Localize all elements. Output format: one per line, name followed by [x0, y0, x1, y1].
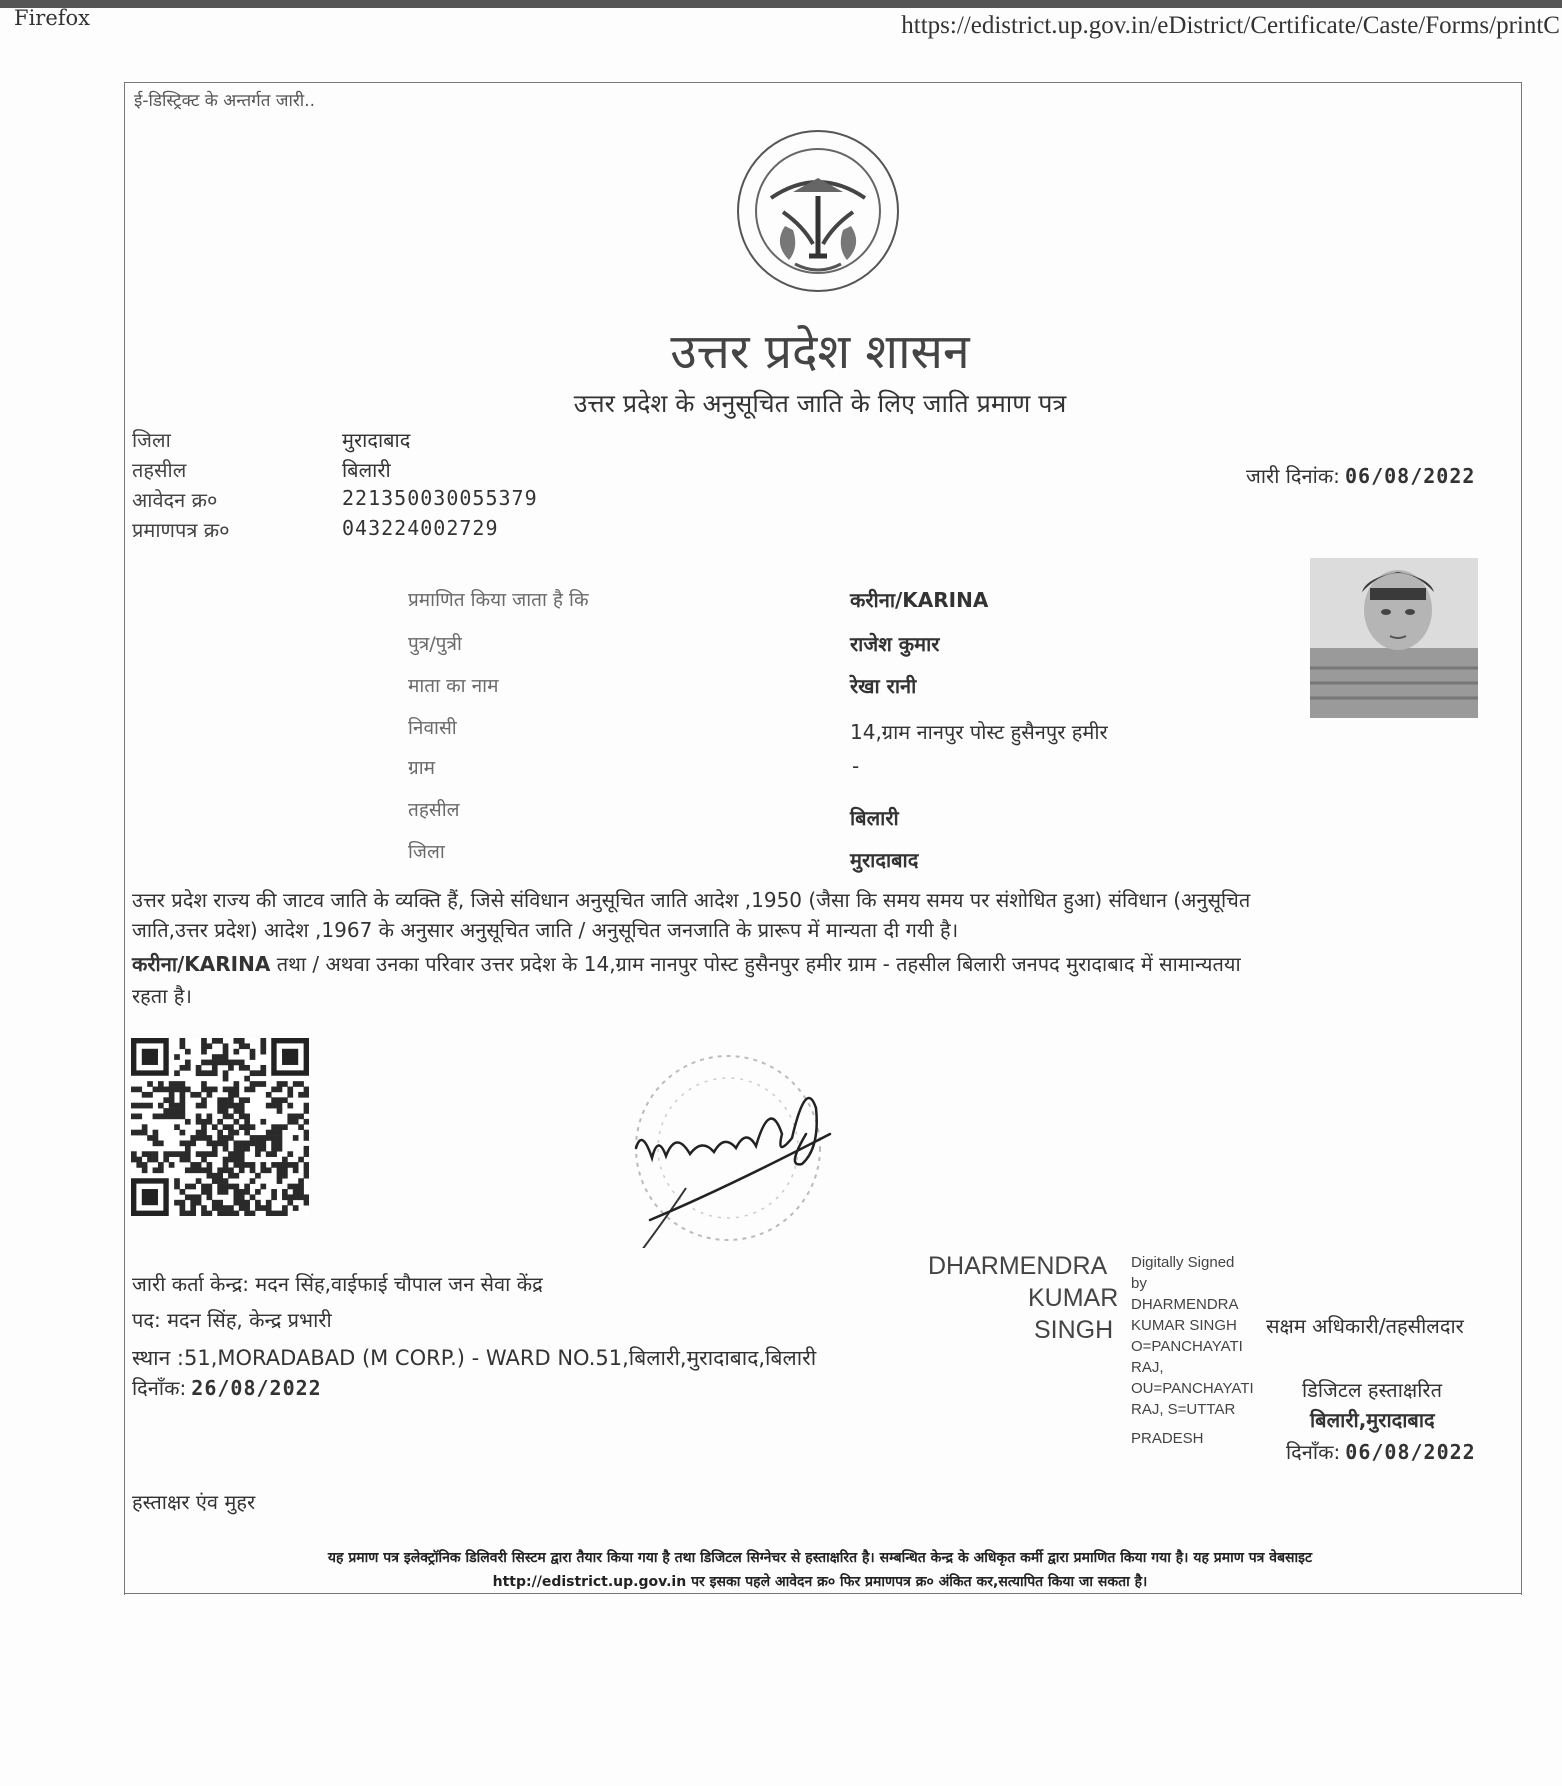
center-date [132, 1374, 322, 1401]
holder-name-value: करीना/KARINA [850, 588, 989, 612]
son-daughter-of-label: पुत्र/पुत्री [408, 633, 462, 655]
detail-tehsil-label: तहसील [408, 799, 460, 821]
tehsil-value: बिलारी [342, 458, 391, 482]
district-label: जिला [132, 428, 171, 452]
issuing-center: जारी कर्ता केन्द्र: मदन सिंह,वाईफाई चौपाल जन सेवा केंद्र [132, 1272, 543, 1296]
applicant-photo [1310, 558, 1478, 718]
digital-line [1131, 1420, 1254, 1428]
tehsil-label: तहसील [132, 458, 187, 482]
digital-line: Digitally Signed [1131, 1254, 1235, 1271]
digital-line: DHARMENDRA [1131, 1296, 1239, 1313]
signer-name-line-1: DHARMENDRA [928, 1252, 1108, 1280]
verification-qr-code [131, 1038, 309, 1216]
signature-and-seal-label: हस्ताक्षर एंव मुहर [132, 1490, 256, 1514]
office-date-label: दिनाँक: [1286, 1440, 1341, 1464]
certificate-number-label: प्रमाणपत्र क्र० [132, 518, 230, 542]
digital-line: RAJ, [1131, 1359, 1164, 1376]
certified-that-label: प्रमाणित किया जाता है कि [408, 589, 589, 611]
center-date-label: दिनाँक: [132, 1376, 187, 1400]
digital-line: by [1131, 1275, 1147, 1292]
page-url[interactable]: https://edistrict.up.gov.in/eDistrict/Certificate/Caste/Forms/printC [901, 12, 1560, 39]
detail-district-value: मुरादाबाद [850, 848, 919, 872]
footer-line-1: यह प्रमाण पत्र इलेक्ट्रॉनिक डिलिवरी सिस्टम द्वारा तैयार किया गया है तथा डिजिटल सिग्नेचर से हस्ताक्षरित है। सम्बन्धित केन्द्र के अधिकृत कर्मी द्वारा प्रमाणित किया गया है। यह प्रमाण पत्र वेबसाइट [327, 1550, 1313, 1566]
caste-paragraph-line-2: जाति,उत्तर प्रदेश) आदेश ,1967 के अनुसार अनुसूचित जाति / अनुसूचित जनजाति के प्रारूप में मान्यता दी गयी है। [132, 918, 959, 942]
certificate-bottom-border [124, 1593, 1521, 1594]
application-number-label: आवेदन क्र० [132, 488, 218, 512]
village-value: - [852, 754, 860, 778]
government-title: उत्तर प्रदेश शासन [670, 324, 970, 380]
issuing-post: पद: मदन सिंह, केन्द्र प्रभारी [132, 1308, 332, 1332]
digital-line: KUMAR SINGH [1131, 1317, 1237, 1334]
office-place: बिलारी,मुरादाबाद [1310, 1408, 1435, 1432]
digitally-signed-label: डिजिटल हस्ताक्षरित [1302, 1378, 1442, 1402]
certificate-subtitle: उत्तर प्रदेश के अनुसूचित जाति के लिए जाति प्रमाण पत्र [573, 389, 1067, 418]
issued-under-text: ई-डिस्ट्रिक्ट के अन्तर्गत जारी.. [134, 91, 316, 111]
browser-top-bar [0, 0, 1562, 8]
village-label: ग्राम [408, 757, 435, 779]
signer-name-line-2: KUMAR [1028, 1284, 1119, 1312]
caste-paragraph-line-1: उत्तर प्रदेश राज्य की जाटव जाति के व्यक्ति हैं, जिसे संविधान अनुसूचित जाति आदेश ,1950 (जैसा कि समय समय पर संशोधित हुआ) संविधान (अनुसूचित [132, 888, 1251, 912]
office-date [1286, 1438, 1476, 1465]
center-date-value: 26/08/2022 [191, 1376, 322, 1400]
mother-name-label: माता का नाम [408, 675, 499, 697]
detail-tehsil-value: बिलारी [850, 806, 899, 830]
digital-signature-details [1131, 1252, 1254, 1449]
resident-label: निवासी [408, 717, 457, 739]
digital-line: OU=PANCHAYATI [1131, 1380, 1254, 1397]
footer-line-2: http://edistrict.up.gov.in पर इसका पहले आवेदन क्र० फिर प्रमाणपत्र क्र० अंकित कर,सत्यापित किया जा सकता है। [492, 1574, 1148, 1590]
digital-line: RAJ, S=UTTAR [1131, 1401, 1236, 1418]
detail-district-label: जिला [408, 841, 445, 863]
competent-authority: सक्षम अधिकारी/तहसीलदार [1266, 1314, 1464, 1338]
browser-name: Firefox [14, 6, 91, 30]
issue-date [1246, 462, 1475, 489]
center-seal-signature [606, 1038, 856, 1248]
certificate-number-value: 043224002729 [342, 516, 499, 540]
issuing-place: स्थान :51,MORADABAD (M CORP.) - WARD NO.51,बिलारी,मुरादाबाद,बिलारी [132, 1346, 817, 1370]
father-name-value: राजेश कुमार [850, 632, 940, 656]
resident-value: 14,ग्राम नानपुर पोस्ट हुसैनपुर हमीर [850, 720, 1108, 744]
residence-paragraph-line-1 [132, 948, 1241, 980]
district-value: मुरादाबाद [342, 428, 411, 452]
up-government-emblem [733, 126, 903, 296]
residence-paragraph-line-2: रहता है। [132, 984, 192, 1008]
application-number-value: 221350030055379 [342, 486, 538, 510]
residence-holder-name: करीना/KARINA [132, 952, 271, 976]
signer-name-line-3: SINGH [1034, 1316, 1114, 1344]
issue-date-value: 06/08/2022 [1345, 464, 1476, 488]
digital-line: O=PANCHAYATI [1131, 1338, 1243, 1355]
digital-line: PRADESH [1131, 1430, 1204, 1447]
issue-date-label: जारी दिनांक: [1246, 464, 1340, 488]
office-date-value: 06/08/2022 [1345, 1440, 1476, 1464]
residence-text: तथा / अथवा उनका परिवार उत्तर प्रदेश के 14,ग्राम नानपुर पोस्ट हुसैनपुर हमीर ग्राम - तहसील बिलारी जनपद मुरादाबाद में सामान्यतया [270, 952, 1241, 976]
mother-name-value: रेखा रानी [850, 674, 917, 698]
